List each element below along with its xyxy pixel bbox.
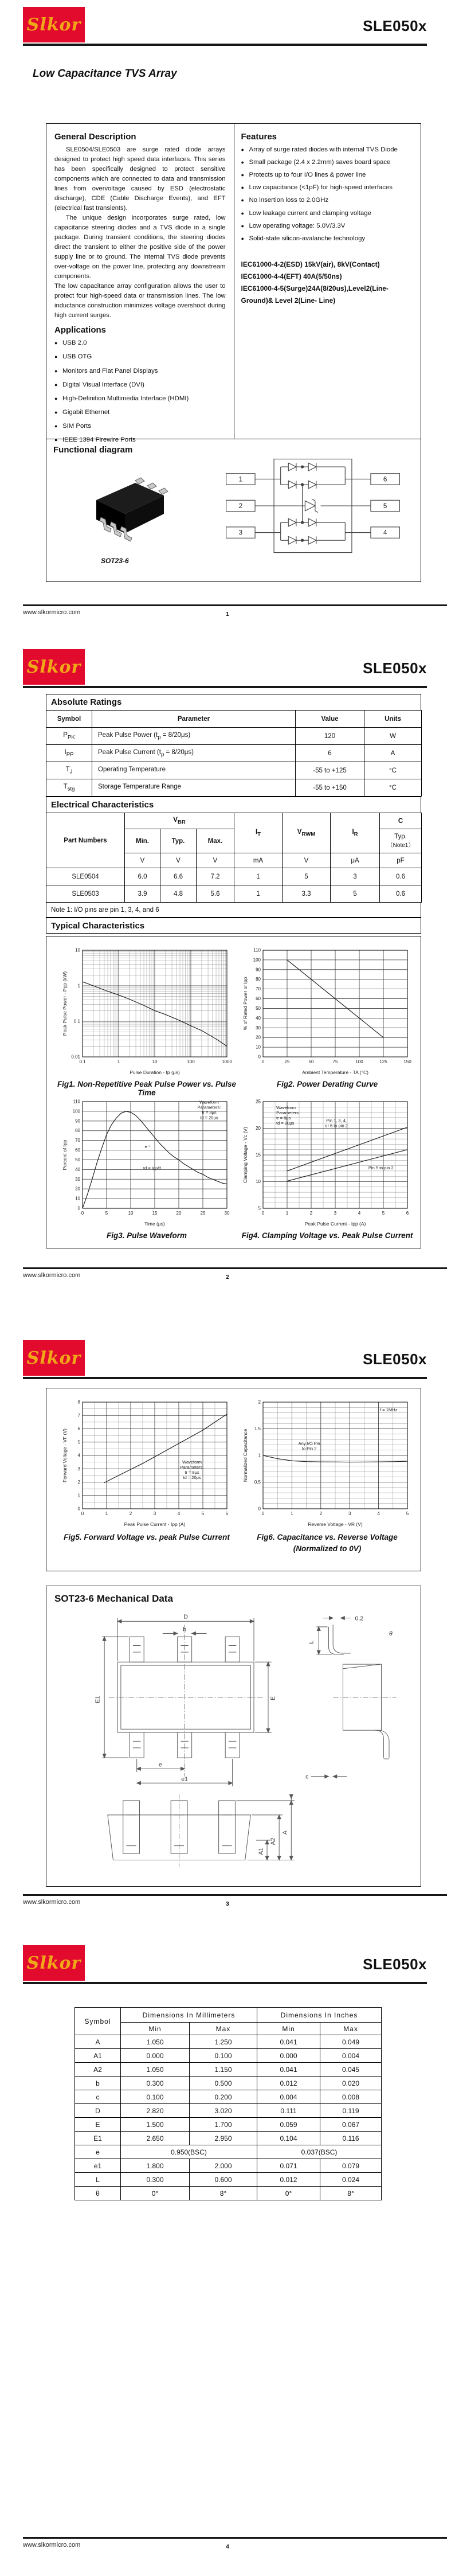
svg-text:1: 1 bbox=[77, 983, 80, 989]
fig2-caption: Fig2. Power Derating Curve bbox=[276, 1080, 378, 1088]
mechanical-data-box bbox=[46, 1586, 421, 1887]
dim-label-gap: 0.2 bbox=[355, 1615, 364, 1622]
symbol-cell: $P_{PK}$ bbox=[46, 728, 92, 745]
c-typ-header: Typ. （Note1） bbox=[380, 829, 422, 853]
svg-text:1: 1 bbox=[77, 1493, 80, 1498]
fig4-caption: Fig4. Clamping Voltage vs. Peak Pulse Current bbox=[241, 1231, 413, 1240]
dim-label-A: A bbox=[281, 1830, 289, 1835]
svg-text:20: 20 bbox=[176, 1211, 182, 1216]
dimensions-table bbox=[74, 2007, 382, 2200]
svg-text:20: 20 bbox=[75, 1186, 80, 1192]
svg-text:5: 5 bbox=[201, 1511, 205, 1516]
footer-rule bbox=[23, 2537, 447, 2539]
header-row-1 bbox=[46, 813, 422, 829]
dim-label-L: L bbox=[308, 1640, 315, 1644]
vbr-header: $V_{BR}$ bbox=[125, 813, 234, 829]
footer-rule bbox=[23, 1894, 447, 1896]
description-paragraph: The unique design incorporates surge rated, low capacitance steering diodes and a TVS diode in a single package. During transient conditions, the steering diodes direct the transient to either the positive side of the power supply line or to ground. The internal TVS diode prevents over-voltage on the power line, protecting any downstream components. bbox=[54, 214, 226, 280]
page-number: 2 bbox=[226, 1274, 229, 1281]
bullet-icon: ● bbox=[54, 354, 58, 360]
svg-text:1: 1 bbox=[285, 1211, 289, 1216]
bullet-icon: ● bbox=[241, 159, 244, 166]
svg-text:Time (μs): Time (μs) bbox=[144, 1221, 165, 1227]
units-row: V V V mA V μA pF bbox=[46, 853, 422, 868]
general-description-column bbox=[46, 124, 234, 444]
typical-characteristics-heading: Typical Characteristics bbox=[46, 918, 421, 934]
svg-text:70: 70 bbox=[256, 986, 261, 992]
header-row-1 bbox=[75, 2008, 382, 2023]
bullet-icon: ● bbox=[241, 172, 244, 178]
list-item: ● Gigabit Ethernet bbox=[54, 408, 226, 417]
svg-text:10: 10 bbox=[256, 1179, 261, 1184]
fig3-chart bbox=[61, 1096, 233, 1228]
bullet-icon: ● bbox=[54, 409, 58, 415]
fig1-chart bbox=[61, 944, 233, 1076]
table-row: E1 2.650 2.950 0.104 0.116 bbox=[75, 2132, 382, 2145]
bullet-icon: ● bbox=[54, 340, 58, 346]
svg-text:0: 0 bbox=[261, 1511, 265, 1516]
svg-text:0.01: 0.01 bbox=[71, 1054, 80, 1060]
page-title: Low Capacitance TVS Array bbox=[33, 68, 177, 80]
part-number-title: SLE050x bbox=[363, 1956, 427, 1973]
symbol-cell: $T_J$ bbox=[46, 762, 92, 779]
compliance-line: IEC61000-4-2(ESD) 15kV(air), 8kV(Contact) bbox=[241, 260, 380, 268]
table-row: SLE0504 6.0 6.6 7.2 1 5 3 0.6 bbox=[46, 868, 422, 885]
svg-text:Pin 1, 3, 4,or 6 to pin 2: Pin 1, 3, 4, or 6 to pin 2 bbox=[325, 1118, 348, 1129]
svg-text:2: 2 bbox=[77, 1480, 80, 1485]
pin-label: 2 bbox=[238, 502, 243, 510]
header-row-2: Min Max Min Max bbox=[75, 2023, 382, 2035]
part-number-title: SLE050x bbox=[363, 17, 427, 34]
svg-text:30: 30 bbox=[75, 1176, 80, 1182]
svg-text:1000: 1000 bbox=[222, 1059, 232, 1064]
svg-text:4: 4 bbox=[377, 1511, 380, 1516]
parameter-cell: Operating Temperature bbox=[92, 762, 296, 779]
ratings-tables bbox=[46, 694, 421, 934]
table-row: b 0.300 0.500 0.012 0.020 bbox=[75, 2077, 382, 2090]
description-paragraph: The low capacitance array configuration allows the user to protect four high-speed data or transmission lines. The low inductance construction minimizes voltage overshoot during high current surges. bbox=[54, 283, 226, 319]
table-note: Note 1: I/O pins are pin 1, 3, 4, and 6 bbox=[46, 903, 421, 918]
fig5-fig6-box bbox=[46, 1388, 421, 1571]
list-item: ● USB OTG bbox=[54, 352, 226, 362]
list-item: ● Monitors and Flat Panel Displays bbox=[54, 366, 226, 376]
header-rule bbox=[23, 1377, 427, 1379]
slkor-logo bbox=[23, 7, 85, 42]
table-row: SLE0503 3.9 4.8 5.6 1 3.3 5 0.6 bbox=[46, 885, 422, 903]
svg-text:WaveformParameters:tr = 8μstd: Waveform Parameters: tr = 8μs td = 20μs bbox=[276, 1105, 300, 1126]
svg-text:100: 100 bbox=[253, 957, 261, 963]
svg-text:Pin 5 to pin 2: Pin 5 to pin 2 bbox=[368, 1165, 394, 1171]
svg-text:4: 4 bbox=[77, 1453, 80, 1458]
bullet-icon: ● bbox=[241, 147, 244, 153]
svg-text:Reverse Voltage - VR (V): Reverse Voltage - VR (V) bbox=[308, 1521, 363, 1527]
footer-url: www.slkormicro.com bbox=[23, 2542, 81, 2548]
svg-text:Ambient Temperature - TA (°C): Ambient Temperature - TA (°C) bbox=[302, 1070, 368, 1075]
list-item: ● USB 2.0 bbox=[54, 338, 226, 348]
svg-text:10: 10 bbox=[152, 1059, 158, 1064]
logo-text: Slkor bbox=[26, 14, 81, 35]
footer-url: www.slkormicro.com bbox=[23, 609, 81, 616]
page-number: 4 bbox=[226, 2544, 229, 2550]
svg-text:td = Ipp/2: td = Ipp/2 bbox=[143, 1165, 162, 1171]
svg-text:6: 6 bbox=[406, 1211, 409, 1216]
ir-header: $I_R$ bbox=[331, 813, 380, 853]
list-item: ● No insertion loss to 2.0GHz bbox=[241, 196, 414, 205]
svg-text:f = 1MHz: f = 1MHz bbox=[380, 1407, 398, 1412]
symbol-header: Symbol bbox=[75, 2008, 121, 2035]
svg-text:5: 5 bbox=[105, 1211, 108, 1216]
list-item: ● Low operating voltage: 5.0V/3.3V bbox=[241, 221, 414, 231]
svg-text:5: 5 bbox=[406, 1511, 409, 1516]
svg-text:2: 2 bbox=[258, 1399, 261, 1405]
svg-text:0: 0 bbox=[258, 1506, 261, 1512]
part-number-title: SLE050x bbox=[363, 659, 427, 677]
svg-text:0: 0 bbox=[261, 1059, 265, 1064]
slkor-logo bbox=[23, 1340, 85, 1376]
page-number: 3 bbox=[226, 1901, 229, 1907]
front-view bbox=[108, 1794, 295, 1867]
description-paragraph: SLE0504/SLE0503 are surge rated diode arrays designed to protect high speed data interfaces. This series has been specifically designed to protect sensitive components which are connected to data and transmission lines from overvoltage caused by ESD (electrostatic discharge), CDE (Cable Discharge Events), and EFT (electrical fast transients). bbox=[54, 146, 226, 212]
bullet-icon: ● bbox=[241, 223, 244, 229]
table-row: A2 1.050 1.150 0.041 0.045 bbox=[75, 2063, 382, 2077]
svg-text:10: 10 bbox=[75, 947, 80, 953]
fig6-caption: Fig6. Capacitance vs. Reverse Voltage bbox=[257, 1533, 398, 1541]
symbol-cell: $I_{PP}$ bbox=[46, 745, 92, 762]
in-header: Dimensions In Inches bbox=[257, 2008, 382, 2023]
svg-text:80: 80 bbox=[75, 1128, 80, 1134]
part-number-title: SLE050x bbox=[363, 1351, 427, 1368]
value-cell: -55 to +125 bbox=[296, 762, 364, 779]
list-item: ● Low capacitance (<1pF) for high-speed interfaces bbox=[241, 183, 414, 193]
absolute-ratings-heading: Absolute Ratings bbox=[46, 694, 421, 710]
svg-text:Forward Voltage - VF (V): Forward Voltage - VF (V) bbox=[62, 1428, 68, 1483]
applications-heading: Applications bbox=[54, 325, 107, 335]
svg-text:0: 0 bbox=[81, 1211, 84, 1216]
page-4 bbox=[0, 1938, 455, 2576]
svg-text:75: 75 bbox=[332, 1059, 338, 1064]
units-cell: °C bbox=[364, 762, 422, 779]
side-view bbox=[305, 1615, 396, 1780]
compliance-block bbox=[241, 259, 414, 307]
table-row bbox=[46, 762, 422, 779]
value-cell: 6 bbox=[296, 745, 364, 762]
electrical-table bbox=[46, 813, 422, 903]
slkor-logo bbox=[23, 1945, 85, 1981]
svg-text:6: 6 bbox=[225, 1511, 229, 1516]
features-column bbox=[234, 124, 421, 439]
top-view bbox=[95, 1613, 277, 1786]
svg-text:25: 25 bbox=[256, 1099, 261, 1104]
table-row bbox=[46, 728, 422, 745]
svg-text:125: 125 bbox=[379, 1059, 387, 1064]
mm-header: Dimensions In Millimeters bbox=[121, 2008, 257, 2023]
c-header: C bbox=[380, 813, 422, 829]
dimension-lines bbox=[102, 1618, 271, 1787]
svg-text:5: 5 bbox=[258, 1205, 261, 1211]
fig1-caption: Fig1. Non-Repetitive Peak Pulse Power vs. Pulse Time bbox=[57, 1080, 237, 1097]
svg-text:15: 15 bbox=[256, 1152, 261, 1158]
svg-text:Peak Pulse Current - Ipp (A): Peak Pulse Current - Ipp (A) bbox=[304, 1221, 366, 1227]
mechanical-drawing bbox=[51, 1611, 417, 1881]
footer-url: www.slkormicro.com bbox=[23, 1899, 81, 1906]
svg-text:40: 40 bbox=[75, 1166, 80, 1172]
fig3-caption: Fig3. Pulse Waveform bbox=[106, 1231, 187, 1240]
fig2-chart bbox=[241, 944, 413, 1076]
svg-text:4: 4 bbox=[358, 1211, 361, 1216]
bullet-icon: ● bbox=[241, 210, 244, 216]
list-item: ● High-Definition Multimedia Interface (HDMI) bbox=[54, 394, 226, 404]
svg-text:80: 80 bbox=[256, 977, 261, 982]
table-row: e1 1.800 2.000 0.071 0.079 bbox=[75, 2159, 382, 2173]
svg-text:4: 4 bbox=[177, 1511, 181, 1516]
svg-text:7: 7 bbox=[77, 1412, 80, 1418]
svg-text:5: 5 bbox=[77, 1439, 80, 1445]
header-rule bbox=[23, 686, 427, 688]
svg-text:Peak Pulse Current - Ipp (A): Peak Pulse Current - Ipp (A) bbox=[124, 1521, 186, 1527]
svg-text:Percent of Ipp: Percent of Ipp bbox=[62, 1139, 68, 1170]
header-row: Symbol Parameter Value Units bbox=[46, 711, 422, 728]
fig6-chart bbox=[241, 1396, 413, 1528]
fig4-chart bbox=[241, 1096, 413, 1228]
svg-text:90: 90 bbox=[256, 967, 261, 973]
svg-text:100: 100 bbox=[187, 1059, 195, 1064]
vrwm-header: $V_{RWM}$ bbox=[283, 813, 331, 853]
parameter-cell: Peak Pulse Power $(t_p = 8/20\mu s)$ bbox=[92, 728, 296, 745]
svg-text:60: 60 bbox=[75, 1148, 80, 1153]
svg-text:3: 3 bbox=[334, 1211, 337, 1216]
dim-label-e1: e1 bbox=[181, 1775, 189, 1783]
svg-text:Any I/O Pinto Pin 2: Any I/O Pin to Pin 2 bbox=[298, 1441, 320, 1451]
svg-text:110: 110 bbox=[253, 947, 261, 953]
features-heading: Features bbox=[241, 132, 277, 142]
table-row bbox=[46, 745, 422, 762]
svg-text:60: 60 bbox=[256, 996, 261, 1002]
dim-label-b: b bbox=[183, 1626, 187, 1633]
svg-text:10: 10 bbox=[75, 1196, 80, 1201]
footer-rule bbox=[23, 604, 447, 606]
dim-label-c: c bbox=[305, 1773, 309, 1781]
header-row-2: Min. Typ. Max. Typ. （Note1） bbox=[46, 829, 422, 853]
svg-text:0.5: 0.5 bbox=[254, 1480, 261, 1485]
logo-text: Slkor bbox=[26, 1348, 81, 1368]
table-row: D 2.820 3.020 0.111 0.119 bbox=[75, 2104, 382, 2118]
svg-text:6: 6 bbox=[77, 1426, 80, 1431]
units-cell: W bbox=[364, 728, 422, 745]
units-cell: A bbox=[364, 745, 422, 762]
logo-text: Slkor bbox=[26, 1953, 81, 1973]
svg-text:Clamping Voltage - Vc (V): Clamping Voltage - Vc (V) bbox=[242, 1127, 248, 1183]
footer-url: www.slkormicro.com bbox=[23, 1272, 81, 1279]
electrical-heading: Electrical Characteristics bbox=[46, 797, 421, 813]
svg-text:2: 2 bbox=[319, 1511, 323, 1516]
list-item: ● Protects up to four I/O lines & power line bbox=[241, 170, 414, 180]
dim-label-A2: A2 bbox=[269, 1837, 277, 1845]
svg-text:30: 30 bbox=[224, 1211, 230, 1216]
bullet-icon: ● bbox=[54, 395, 58, 401]
features-list bbox=[241, 145, 414, 244]
symbol-cell: $T_{stg}$ bbox=[46, 779, 92, 797]
compliance-line: IEC61000-4-4(EFT) 40A(5/50ns) bbox=[241, 272, 342, 280]
footer-rule bbox=[23, 1267, 447, 1269]
table-row bbox=[46, 779, 422, 797]
svg-text:15: 15 bbox=[152, 1211, 158, 1216]
list-item: ● IEEE 1394 Firewire Ports bbox=[54, 435, 226, 445]
header-rule bbox=[23, 44, 427, 46]
svg-text:25: 25 bbox=[284, 1059, 290, 1064]
svg-text:25: 25 bbox=[200, 1211, 206, 1216]
svg-text:0.1: 0.1 bbox=[73, 1018, 80, 1024]
svg-text:50: 50 bbox=[256, 1005, 261, 1011]
applications-list bbox=[54, 338, 226, 445]
svg-text:90: 90 bbox=[75, 1118, 80, 1124]
svg-text:% of Rated Power or Ipp: % of Rated Power or Ipp bbox=[242, 977, 248, 1031]
parameter-cell: Peak Pulse Current $(t_p = 8/20\mu s)$ bbox=[92, 745, 296, 762]
bullet-icon: ● bbox=[241, 235, 244, 241]
table-row-e: e 0.950(BSC) 0.037(BSC) bbox=[75, 2145, 382, 2159]
table-row: A1 0.000 0.100 0.000 0.004 bbox=[75, 2049, 382, 2063]
dim-label-A1: A1 bbox=[257, 1847, 265, 1855]
dim-label-E1: E1 bbox=[94, 1696, 101, 1703]
page-2 bbox=[0, 642, 455, 1333]
typical-characteristics-box bbox=[46, 936, 421, 1248]
package-photo bbox=[78, 467, 181, 556]
dim-label-E: E bbox=[269, 1696, 277, 1701]
pin-label: 5 bbox=[383, 502, 387, 510]
svg-text:WaveformParameters:tr = 8μstd: Waveform Parameters: tr = 8μs td = 20μs bbox=[197, 1099, 221, 1121]
list-item: ● Solid-state silicon-avalanche technology bbox=[241, 234, 414, 244]
svg-text:Pulse Duration - tp (μs): Pulse Duration - tp (μs) bbox=[130, 1070, 180, 1075]
svg-text:40: 40 bbox=[256, 1015, 261, 1021]
part-cell: SLE0503 bbox=[46, 885, 125, 903]
bullet-icon: ● bbox=[54, 437, 58, 443]
svg-text:Normalized Capacitance: Normalized Capacitance bbox=[242, 1428, 248, 1482]
compliance-line: IEC61000-4-5(Surge)24A(8/20us),Level2(Line-Ground)& Level 2(Line- Line) bbox=[241, 284, 389, 305]
dim-label-D: D bbox=[183, 1613, 188, 1621]
functional-diagram-heading: Functional diagram bbox=[53, 445, 133, 455]
svg-text:20: 20 bbox=[256, 1035, 261, 1040]
svg-text:0.1: 0.1 bbox=[79, 1059, 86, 1064]
table-row: A 1.050 1.250 0.041 0.049 bbox=[75, 2035, 382, 2049]
svg-text:10: 10 bbox=[128, 1211, 134, 1216]
parameter-cell: Storage Temperature Range bbox=[92, 779, 296, 797]
bullet-icon: ● bbox=[54, 423, 58, 429]
svg-text:3: 3 bbox=[153, 1511, 156, 1516]
bullet-icon: ● bbox=[241, 185, 244, 191]
list-item: ● Low leakage current and clamping voltage bbox=[241, 209, 414, 218]
svg-text:50: 50 bbox=[308, 1059, 314, 1064]
svg-text:1: 1 bbox=[291, 1511, 293, 1516]
fig6-subcaption: (Normalized to 0V) bbox=[293, 1544, 362, 1553]
fig5-caption: Fig5. Forward Voltage vs. peak Pulse Current bbox=[64, 1533, 230, 1541]
svg-text:110: 110 bbox=[73, 1099, 80, 1104]
svg-text:WaveformParameters:tr = 8μstd: Waveform Parameters: tr = 8μs td = 20μs bbox=[180, 1459, 204, 1480]
pin-label: 1 bbox=[238, 475, 243, 483]
value-cell: -55 to +150 bbox=[296, 779, 364, 797]
svg-text:150: 150 bbox=[403, 1059, 411, 1064]
part-cell: SLE0504 bbox=[46, 868, 125, 885]
svg-text:2: 2 bbox=[129, 1511, 132, 1516]
svg-text:20: 20 bbox=[256, 1126, 261, 1131]
mechanical-data-heading: SOT23-6 Mechanical Data bbox=[54, 1593, 173, 1604]
circuit-diagram bbox=[218, 452, 407, 564]
logo-text: Slkor bbox=[26, 657, 81, 677]
svg-text:8: 8 bbox=[77, 1399, 80, 1405]
svg-text:0: 0 bbox=[81, 1511, 84, 1516]
pin-label: 3 bbox=[238, 529, 243, 537]
svg-text:0: 0 bbox=[261, 1211, 265, 1216]
absolute-ratings-table bbox=[46, 710, 422, 797]
svg-text:100: 100 bbox=[355, 1059, 363, 1064]
svg-text:5: 5 bbox=[382, 1211, 385, 1216]
it-header: $I_T$ bbox=[234, 813, 283, 853]
svg-text:1: 1 bbox=[105, 1511, 108, 1516]
list-item: ● Array of surge rated diodes with internal TVS Diode bbox=[241, 145, 414, 155]
table-row: c 0.100 0.200 0.004 0.008 bbox=[75, 2090, 382, 2104]
bullet-icon: ● bbox=[54, 368, 58, 374]
table-row: L 0.300 0.600 0.012 0.024 bbox=[75, 2173, 382, 2187]
value-cell: 120 bbox=[296, 728, 364, 745]
list-item: ● Digital Visual Interface (DVI) bbox=[54, 380, 226, 390]
svg-text:100: 100 bbox=[72, 1109, 80, 1114]
table-row: θ 0° 8° 0° 8° bbox=[75, 2187, 382, 2200]
bullet-icon: ● bbox=[241, 197, 244, 204]
slkor-logo bbox=[23, 649, 85, 685]
table-row: E 1.500 1.700 0.059 0.067 bbox=[75, 2118, 382, 2132]
svg-text:30: 30 bbox=[256, 1025, 261, 1031]
dim-label-e: e bbox=[159, 1761, 162, 1769]
svg-text:0: 0 bbox=[77, 1205, 80, 1211]
bullet-icon: ● bbox=[54, 381, 58, 388]
svg-text:3: 3 bbox=[77, 1466, 80, 1472]
svg-text:1.5: 1.5 bbox=[254, 1426, 261, 1431]
diode-symbols bbox=[281, 463, 346, 544]
svg-text:e⁻ᵗ: e⁻ᵗ bbox=[144, 1144, 151, 1150]
package-label: SOT23-6 bbox=[101, 557, 129, 565]
svg-text:2: 2 bbox=[309, 1211, 313, 1216]
svg-text:0: 0 bbox=[77, 1506, 80, 1512]
svg-text:1: 1 bbox=[258, 1453, 261, 1458]
list-item: ● Small package (2.4 x 2.2mm) saves board space bbox=[241, 158, 414, 167]
svg-text:70: 70 bbox=[75, 1138, 80, 1143]
page-3 bbox=[0, 1333, 455, 1938]
functional-diagram-section bbox=[46, 439, 421, 581]
svg-text:50: 50 bbox=[75, 1157, 80, 1162]
pin-label: 4 bbox=[383, 529, 387, 537]
fig5-chart bbox=[61, 1396, 233, 1528]
list-item: ● SIM Ports bbox=[54, 421, 226, 431]
units-cell: °C bbox=[364, 779, 422, 797]
svg-text:1: 1 bbox=[117, 1059, 120, 1064]
general-description-heading: General Description bbox=[54, 132, 136, 142]
svg-text:10: 10 bbox=[256, 1044, 261, 1050]
part-numbers-header: Part Numbers bbox=[46, 813, 125, 868]
page-1 bbox=[0, 0, 455, 625]
svg-text:0: 0 bbox=[258, 1054, 261, 1060]
header-rule bbox=[23, 1982, 427, 1984]
overview-box bbox=[46, 123, 421, 582]
pin-label: 6 bbox=[383, 475, 387, 483]
svg-text:Peak Pulse Power - Ppp (kW): Peak Pulse Power - Ppp (kW) bbox=[62, 971, 68, 1036]
svg-text:3: 3 bbox=[348, 1511, 351, 1516]
dim-label-theta: θ bbox=[389, 1630, 393, 1638]
page-number: 1 bbox=[226, 611, 229, 618]
